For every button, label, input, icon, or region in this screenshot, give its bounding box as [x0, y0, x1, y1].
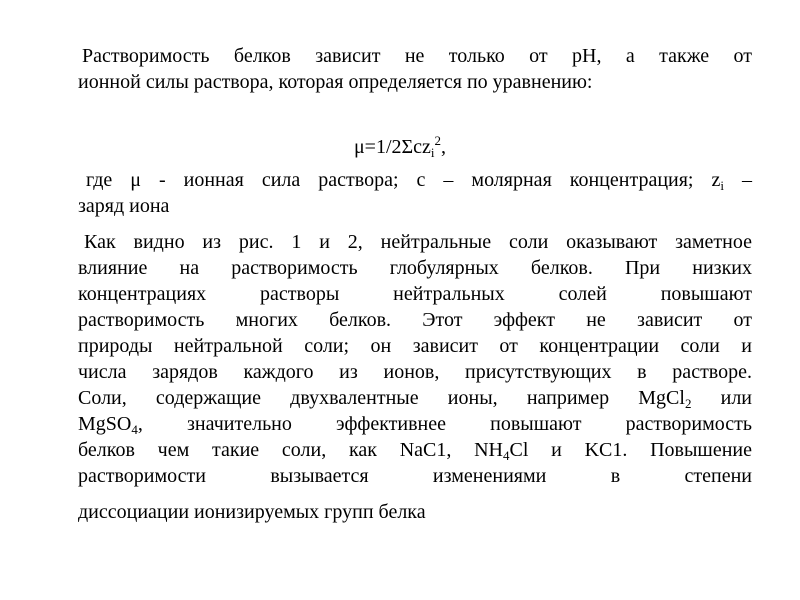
- main-line-1: Как видно из рис. 1 и 2, нейтральные соли оказывают заметное: [84, 231, 752, 253]
- definitions-line-1-text: где μ - ионная сила раствора; c – молярная концентрация; z: [86, 169, 721, 191]
- formula-subscript: i: [430, 145, 435, 160]
- paragraph-main: [78, 229, 752, 525]
- main-line-9-subscript: 4: [502, 448, 510, 463]
- main-line-6: числа зарядов каждого из ионов, присутствующих в растворе.: [78, 361, 752, 383]
- intro-line-2: ионной силы раствора, которая определяется по уравнению:: [78, 71, 593, 93]
- main-line-8-text: MgSO: [78, 413, 132, 435]
- formula-main: μ=1/2Σcz: [353, 136, 431, 158]
- main-line-8-subscript: 4: [131, 422, 138, 437]
- main-line-5: природы нейтральной соли; он зависит от концентрации соли и: [78, 335, 752, 357]
- paragraph-definitions: [78, 167, 752, 219]
- main-line-8-tail: , значительно эффективнее повышают растворимость: [137, 413, 752, 435]
- ionic-strength-formula: [0, 134, 800, 160]
- main-line-7-text: Соли, содержащие двухвалентные ионы, например MgCl: [78, 387, 685, 409]
- intro-line-1: Растворимость белков зависит не только от pH, а также от: [82, 45, 752, 67]
- main-line-9-text: белков чем такие соли, как NaC1, NH: [78, 439, 503, 461]
- main-line-7: [78, 385, 752, 411]
- main-line-7-subscript: 2: [684, 396, 692, 411]
- definitions-line-1-tail: –: [723, 169, 752, 191]
- main-line-11: диссоциации ионизируемых групп белка: [78, 501, 426, 523]
- main-line-2: влияние на растворимость глобулярных белков. При низких: [78, 257, 752, 279]
- main-line-9-tail: Cl и KC1. Повышение: [509, 439, 752, 461]
- formula-tail: ,: [441, 136, 447, 158]
- definitions-line-1: [78, 167, 752, 193]
- main-line-10: растворимости вызывается изменениями в степени: [78, 465, 752, 487]
- paragraph-intro: [78, 43, 752, 95]
- definitions-subscript: i: [720, 178, 724, 193]
- main-line-8: [78, 411, 752, 437]
- definitions-line-2: заряд иона: [78, 195, 170, 217]
- formula-superscript: 2: [434, 133, 442, 148]
- main-line-4: растворимость многих белков. Этот эффект не зависит от: [78, 309, 752, 331]
- main-line-3: концентрациях растворы нейтральных солей повышают: [78, 283, 752, 305]
- main-line-9: [78, 437, 752, 463]
- main-line-7-tail: или: [691, 387, 752, 409]
